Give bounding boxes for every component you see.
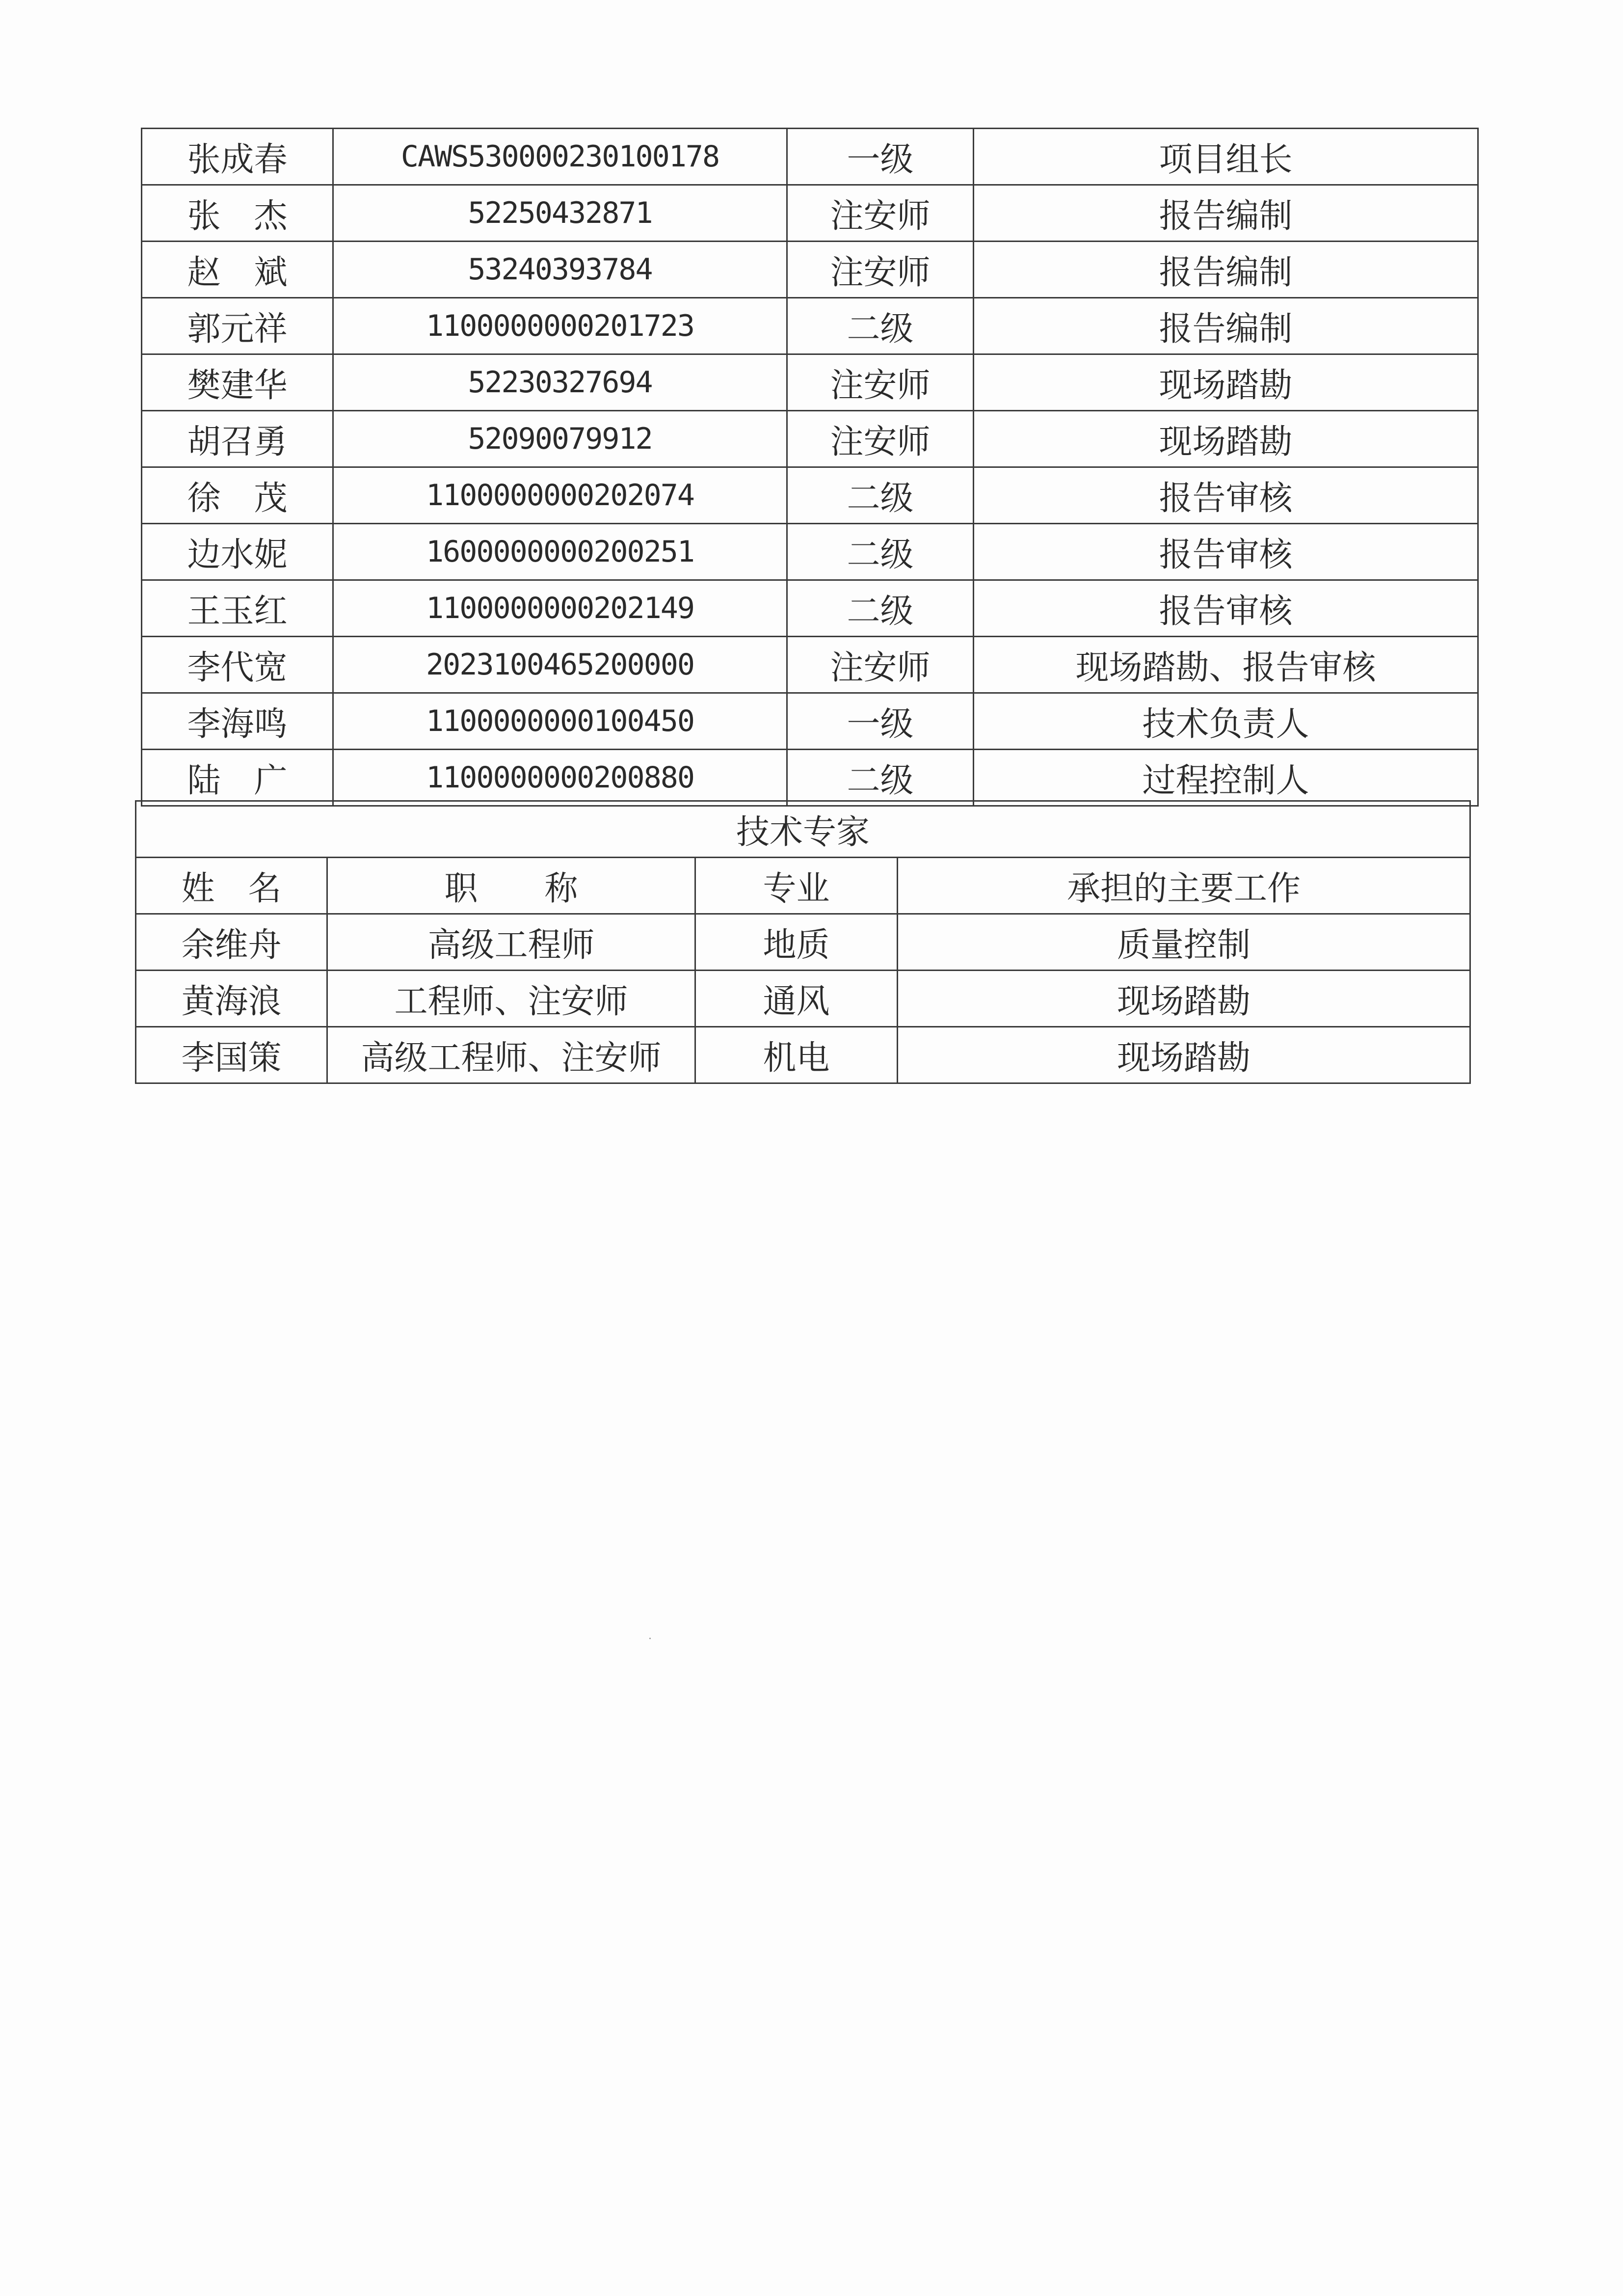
staff-name: 陆 广 — [142, 750, 333, 806]
column-header-title: 职 称 — [327, 858, 695, 914]
section-title: 技术专家 — [136, 801, 1470, 858]
staff-role: 报告编制 — [974, 242, 1478, 298]
table-row — [136, 971, 1470, 1027]
section-title-row — [136, 801, 1470, 858]
staff-cert: 1100000000200880 — [333, 750, 787, 806]
staff-role: 报告审核 — [974, 467, 1478, 524]
staff-level: 二级 — [787, 467, 974, 524]
table-header-row — [136, 858, 1470, 914]
staff-name: 赵 斌 — [142, 242, 333, 298]
staff-role: 项目组长 — [974, 129, 1478, 185]
staff-name: 王玉红 — [142, 580, 333, 637]
expert-major: 机电 — [695, 1027, 898, 1083]
table-row — [142, 637, 1478, 693]
staff-level: 注安师 — [787, 242, 974, 298]
table-row — [142, 354, 1478, 411]
table-row — [136, 1027, 1470, 1083]
staff-name: 徐 茂 — [142, 467, 333, 524]
table-row — [142, 580, 1478, 637]
staff-cert: 2023100465200000 — [333, 637, 787, 693]
staff-name: 张 杰 — [142, 185, 333, 242]
table-row — [142, 524, 1478, 580]
staff-level: 二级 — [787, 580, 974, 637]
staff-table — [141, 128, 1479, 807]
expert-name: 黄海浪 — [136, 971, 327, 1027]
table-row — [142, 129, 1478, 185]
table-row — [142, 693, 1478, 750]
staff-name: 张成春 — [142, 129, 333, 185]
table-row — [142, 467, 1478, 524]
column-header-work: 承担的主要工作 — [898, 858, 1470, 914]
table-row — [142, 242, 1478, 298]
staff-level: 二级 — [787, 750, 974, 806]
staff-name: 边水妮 — [142, 524, 333, 580]
staff-level: 一级 — [787, 693, 974, 750]
expert-work: 现场踏勘 — [898, 1027, 1470, 1083]
table-row — [142, 411, 1478, 467]
staff-role: 现场踏勘 — [974, 411, 1478, 467]
staff-role: 报告编制 — [974, 298, 1478, 354]
staff-cert: 52090079912 — [333, 411, 787, 467]
staff-level: 二级 — [787, 524, 974, 580]
expert-table — [135, 800, 1471, 1084]
column-header-major: 专业 — [695, 858, 898, 914]
staff-name: 郭元祥 — [142, 298, 333, 354]
staff-cert: 1600000000200251 — [333, 524, 787, 580]
staff-name: 李海鸣 — [142, 693, 333, 750]
table-row — [142, 298, 1478, 354]
staff-cert: 53240393784 — [333, 242, 787, 298]
staff-role: 现场踏勘、报告审核 — [974, 637, 1478, 693]
expert-title: 工程师、注安师 — [327, 971, 695, 1027]
expert-major: 通风 — [695, 971, 898, 1027]
expert-work: 现场踏勘 — [898, 971, 1470, 1027]
expert-major: 地质 — [695, 914, 898, 971]
column-header-name: 姓 名 — [136, 858, 327, 914]
staff-level: 注安师 — [787, 411, 974, 467]
staff-cert: 1100000000201723 — [333, 298, 787, 354]
staff-role: 现场踏勘 — [974, 354, 1478, 411]
expert-work: 质量控制 — [898, 914, 1470, 971]
staff-cert: 1100000000202074 — [333, 467, 787, 524]
staff-role: 过程控制人 — [974, 750, 1478, 806]
staff-cert: 1100000000100450 — [333, 693, 787, 750]
scan-speck — [649, 1638, 651, 1639]
staff-cert: CAWS530000230100178 — [333, 129, 787, 185]
expert-name: 余维舟 — [136, 914, 327, 971]
expert-name: 李国策 — [136, 1027, 327, 1083]
staff-name: 李代宽 — [142, 637, 333, 693]
staff-level: 注安师 — [787, 637, 974, 693]
staff-role: 报告编制 — [974, 185, 1478, 242]
staff-role: 报告审核 — [974, 524, 1478, 580]
staff-name: 胡召勇 — [142, 411, 333, 467]
staff-role: 报告审核 — [974, 580, 1478, 637]
staff-cert: 1100000000202149 — [333, 580, 787, 637]
staff-level: 注安师 — [787, 185, 974, 242]
staff-level: 一级 — [787, 129, 974, 185]
staff-level: 注安师 — [787, 354, 974, 411]
staff-role: 技术负责人 — [974, 693, 1478, 750]
table-row — [142, 185, 1478, 242]
table-row — [142, 750, 1478, 806]
table-row — [136, 914, 1470, 971]
staff-cert: 52230327694 — [333, 354, 787, 411]
expert-title: 高级工程师、注安师 — [327, 1027, 695, 1083]
staff-name: 樊建华 — [142, 354, 333, 411]
staff-cert: 52250432871 — [333, 185, 787, 242]
expert-title: 高级工程师 — [327, 914, 695, 971]
staff-level: 二级 — [787, 298, 974, 354]
